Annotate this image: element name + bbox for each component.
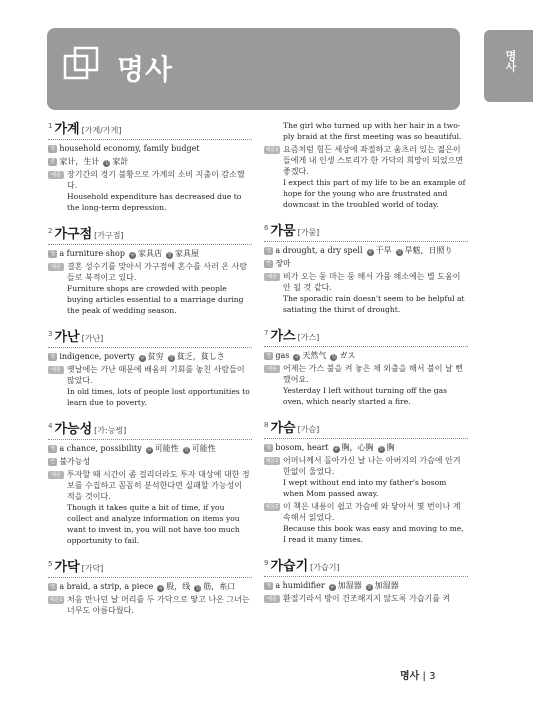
example-block <box>264 501 468 545</box>
definition-text: a chance, possibility <box>59 444 142 453</box>
pronunciation: [가난] <box>81 334 104 343</box>
lang-marker: 중 <box>329 584 335 590</box>
definition-text: household economy, family budget <box>59 144 200 153</box>
headword-line <box>264 325 468 347</box>
example-block <box>48 364 252 408</box>
definition-line <box>48 456 252 467</box>
pos-badge: 명 <box>266 248 272 254</box>
translation-text: ガス <box>339 351 356 360</box>
page-number: 3 <box>429 671 436 682</box>
example-block <box>48 169 252 213</box>
entry-number: 5 <box>48 560 53 568</box>
example-korean: 결혼 성수기를 맞아서 가구점에 혼수를 사러 온 사람들로 북적이고 있다. <box>67 262 248 282</box>
translation-text: 贫穷 <box>147 352 164 361</box>
headword: 가구점 <box>54 227 93 242</box>
definition-text: a humidifier <box>275 581 325 590</box>
headword-line <box>264 555 468 577</box>
pos-badge: 명 <box>266 583 272 589</box>
example-korean: 비가 오는 둥 마는 둥 해서 가뭄 해소에는 별 도움이 안 될 것 같다. <box>283 272 461 292</box>
example-block <box>48 469 252 546</box>
translation-text: 股，线 <box>166 582 191 591</box>
pos-badge: 명 <box>50 354 56 360</box>
chapter-header <box>47 28 460 110</box>
definition-line <box>48 248 252 259</box>
pronunciation: [가스] <box>297 333 320 342</box>
definition-text: gas <box>275 351 290 360</box>
definition-text: bosom, heart <box>275 443 329 452</box>
translation-text: 可能性 <box>154 444 179 453</box>
example-tag: 예문 <box>48 171 64 179</box>
pronunciation: [가닥] <box>81 564 104 573</box>
definition-line <box>48 143 252 154</box>
example-korean: 어머니께서 돌아가신 날 나는 아버지의 가슴에 안겨 한없이 울었다. <box>283 456 461 476</box>
pronunciation: [가계/가게] <box>81 126 122 135</box>
left-column <box>48 118 252 626</box>
headword-line <box>264 220 468 242</box>
example-body <box>283 363 468 407</box>
translation-text: 干旱 <box>375 246 392 255</box>
lang-marker: 일 <box>378 446 384 452</box>
example-tag: 예문 <box>264 595 280 603</box>
example-block <box>264 363 468 407</box>
example-english: I expect this part of my life to be an example of hope for the young who are frustrated and downcast in the troubled world of today. <box>283 178 466 209</box>
example-block <box>48 261 252 316</box>
example-block <box>48 594 252 616</box>
translation-text: 貧乏，貧しさ <box>176 352 225 361</box>
page-footer: 명사 | 3 <box>400 671 436 682</box>
example-body <box>283 144 468 210</box>
example-block <box>264 593 468 604</box>
pronunciation: [가:능썽] <box>94 426 127 435</box>
headword-line <box>48 223 252 245</box>
dictionary-entry <box>48 326 252 408</box>
pos-badge: 중 <box>50 159 56 165</box>
chapter-title: 명사 <box>117 53 174 86</box>
pronunciation: [가슴] <box>297 425 320 434</box>
example-indent <box>264 120 283 142</box>
square-frame-icon <box>63 46 101 84</box>
translation-text: 加湿器 <box>374 581 399 590</box>
example-body <box>283 455 468 499</box>
lang-marker: 일 <box>195 585 201 591</box>
headword: 가난 <box>54 330 80 345</box>
pronunciation: [가습기] <box>310 563 340 572</box>
translation-text: 加湿器 <box>337 581 362 590</box>
definition-text: 불가능성 <box>59 457 91 466</box>
pronunciation: [가구점] <box>94 231 124 240</box>
example-body <box>67 594 252 616</box>
definition-line <box>264 258 468 269</box>
headword-line <box>48 556 252 578</box>
translation-text: 筋，糸口 <box>203 582 236 591</box>
translation-text: 胸，心胸 <box>341 443 374 452</box>
pos-badge: 반 <box>266 261 272 267</box>
dictionary-entry <box>264 555 468 604</box>
lang-marker: 중 <box>333 446 339 452</box>
example-body <box>283 271 468 315</box>
dictionary-entry <box>264 120 468 210</box>
translation-text: 旱魃，日照り <box>404 246 453 255</box>
pronunciation: [가뭄] <box>297 228 320 237</box>
example-body <box>67 169 252 213</box>
example-tag: 예문 <box>264 273 280 281</box>
example-korean: 환절기라서 방이 건조해지지 않도록 가습기를 켜 <box>283 594 451 603</box>
headword: 가스 <box>270 329 296 344</box>
pos-badge: 명 <box>50 251 56 257</box>
example-body <box>67 364 252 408</box>
example-tag: 예문2 <box>265 504 279 510</box>
lang-marker: 일 <box>167 252 172 258</box>
lang-marker: 일 <box>396 249 402 255</box>
example-tag: 예문 <box>264 365 280 373</box>
pos-badge: 명 <box>266 353 272 359</box>
example-block <box>264 455 468 499</box>
entry-number: 6 <box>264 224 269 232</box>
translation-text: 家具屋 <box>174 249 199 258</box>
example-body <box>67 261 252 316</box>
entry-number: 7 <box>264 329 269 337</box>
lang-marker: 일 <box>168 355 174 361</box>
dictionary-entry <box>264 417 468 545</box>
example-korean: 이 책은 내용이 쉽고 가슴에 와 닿아서 몇 번이나 계속해서 읽었다. <box>283 502 461 522</box>
definition-line <box>264 580 468 591</box>
pos-badge: 명 <box>50 584 56 590</box>
headword: 가뭄 <box>270 224 296 239</box>
lang-marker: 중 <box>130 252 135 258</box>
example-body <box>283 501 468 545</box>
lang-marker: 중 <box>158 585 164 591</box>
entry-number: 8 <box>264 421 269 429</box>
dictionary-entry <box>48 118 252 213</box>
example-english: The girl who turned up with her hair in a two-ply braid at the first meeting was so beautiful. <box>283 121 462 141</box>
example-tag: 예문 <box>48 366 64 374</box>
pos-badge: 명 <box>266 445 272 451</box>
right-column <box>264 118 468 614</box>
example-body <box>67 469 252 546</box>
example-block <box>264 271 468 315</box>
example-tag: 예문1 <box>49 597 63 603</box>
entry-number: 4 <box>48 422 53 430</box>
example-korean: 투자할 때 시간이 좀 걸리더라도 투자 대상에 대한 정보를 수집하고 꼼꼼히 분석한다면 실패할 가능성이 적을 것이다. <box>67 470 250 501</box>
definition-line <box>48 156 252 167</box>
definition-text: a drought, a dry spell <box>275 246 363 255</box>
example-tag: 예문1 <box>265 458 279 464</box>
example-english: Though it takes quite a bit of time, if you collect and analyze information on items you want to invest in, you will not have too much opportunity to fail. <box>67 503 240 545</box>
definition-text: 장마 <box>275 259 291 268</box>
headword: 가닥 <box>54 560 80 575</box>
side-tab-label: 명사 <box>504 50 517 72</box>
example-tag: 예문2 <box>265 147 279 153</box>
lang-marker: 일 <box>366 584 372 590</box>
lang-marker: 일 <box>104 160 110 166</box>
entry-number: 1 <box>48 122 53 130</box>
headword-line <box>48 118 252 140</box>
translation-text: 天然气 <box>302 351 327 360</box>
side-tab[interactable] <box>484 30 533 102</box>
example-korean: 어제는 가스 불을 켜 놓은 채 외출을 해서 불이 날 뻔했어요. <box>283 364 463 384</box>
example-english: Furniture shops are crowded with people buying articles essential to a marriage during the peak of wedding season. <box>67 284 244 315</box>
translation-text: 胸 <box>386 443 395 452</box>
example-korean: 처음 만나던 날 머리를 두 가닥으로 땋고 나온 그녀는 너무도 아름다웠다. <box>67 595 250 615</box>
dictionary-entry <box>48 556 252 616</box>
example-tag: 예문 <box>48 263 64 271</box>
pos-badge: 명 <box>50 146 56 152</box>
definition-text: indigence, poverty <box>59 352 135 361</box>
headword-line <box>48 418 252 440</box>
example-korean: 장기간의 경기 불황으로 가계의 소비 지출이 감소했다. <box>67 170 245 190</box>
lang-marker: 일 <box>331 354 337 360</box>
lang-marker: 중 <box>139 355 145 361</box>
example-english: In old times, lots of people lost opportunities to learn due to poverty. <box>67 387 250 407</box>
definition-line <box>264 442 468 453</box>
entry-number: 2 <box>48 227 53 235</box>
dictionary-entry <box>264 220 468 315</box>
pos-badge: 반 <box>50 459 56 465</box>
translation-text: 家計 <box>112 157 129 166</box>
definition-line <box>48 351 252 362</box>
example-block <box>264 144 468 210</box>
lang-marker: 중 <box>294 354 300 360</box>
dictionary-entry <box>48 223 252 316</box>
headword: 가슴 <box>270 421 296 436</box>
headword: 가능성 <box>54 422 93 437</box>
headword: 가습기 <box>270 559 309 574</box>
example-english: I wept without end into my father's bosom when Mom passed away. <box>283 478 447 498</box>
lang-marker: 중 <box>146 447 152 453</box>
example-block <box>264 120 468 142</box>
definition-line <box>48 581 252 592</box>
translation-text: 可能性 <box>191 444 216 453</box>
lang-marker: 일 <box>183 447 189 453</box>
dictionary-entry <box>264 325 468 407</box>
example-korean: 요즘처럼 힘든 세상에 좌절하고 움츠러 있는 젊은이들에게 내 인생 스토리가 한 가닥의 희망이 되었으면 좋겠다. <box>283 145 464 176</box>
definition-line <box>264 350 468 361</box>
footer-label: 명사 <box>400 671 420 682</box>
example-english: The sporadic rain doesn't seem to be helpful at satiating the thirst of drought. <box>283 294 465 314</box>
lang-marker: 중 <box>367 249 373 255</box>
entry-number: 3 <box>48 330 53 338</box>
entry-number: 9 <box>264 559 269 567</box>
headword-line <box>264 417 468 439</box>
headword-line <box>48 326 252 348</box>
pos-badge: 명 <box>50 446 56 452</box>
definition-line <box>264 245 468 256</box>
definition-text: a furniture shop <box>59 249 125 258</box>
example-tag: 예문 <box>48 471 64 479</box>
example-korean: 옛날에는 가난 때문에 배움의 기회를 놓친 사람들이 많았다. <box>67 365 245 385</box>
example-english: Because this book was easy and moving to me, I read it many times. <box>283 524 464 544</box>
example-english: Household expenditure has decreased due to the long-term depression. <box>67 192 242 212</box>
definition-line <box>48 443 252 454</box>
translation-text: 家具店 <box>137 249 162 258</box>
example-body <box>283 593 468 604</box>
definition-text: 家计，生计 <box>59 157 100 166</box>
example-english: Yesterday I left without turning off the gas oven, which nearly started a fire. <box>283 386 447 406</box>
dictionary-entry <box>48 418 252 546</box>
headword: 가계 <box>54 122 80 137</box>
example-body <box>283 120 468 142</box>
definition-text: a braid, a strip, a piece <box>59 582 154 591</box>
